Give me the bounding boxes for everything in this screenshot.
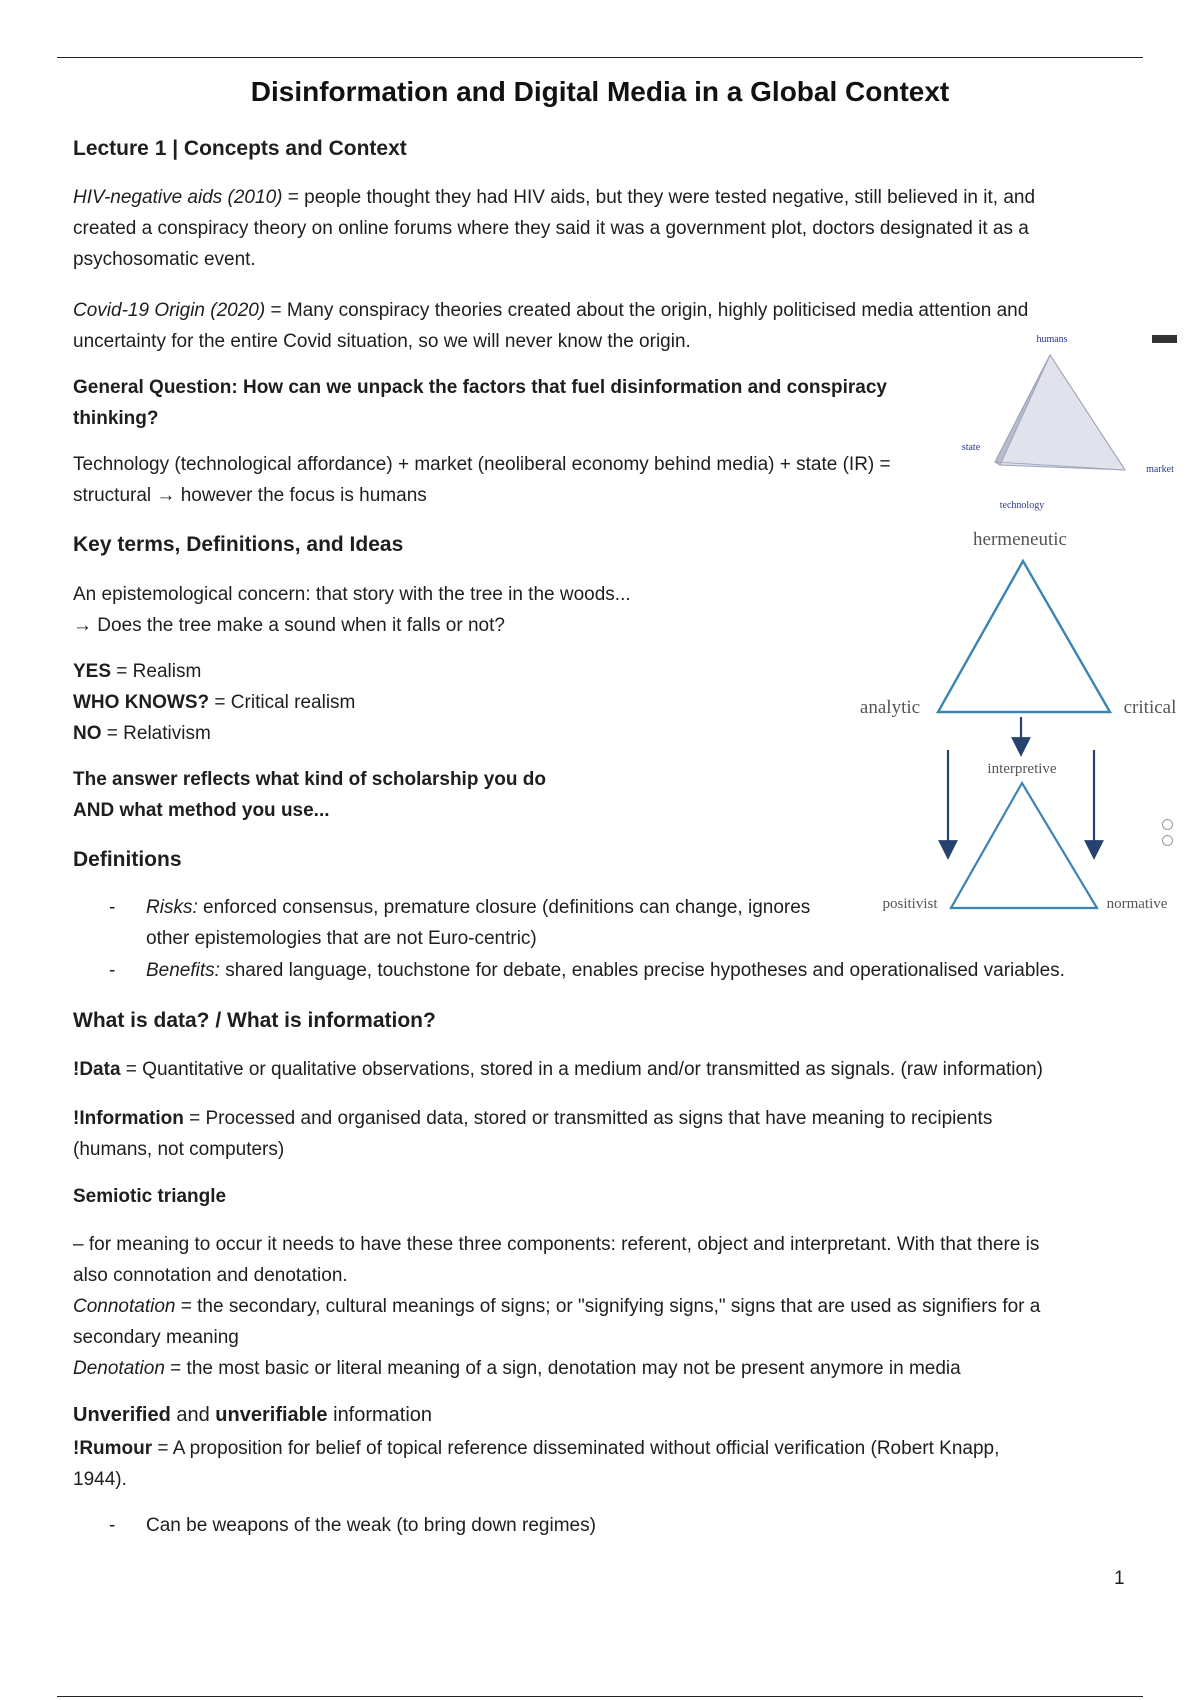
covid-term: Covid-19 Origin (2020) [73,300,266,321]
information-definition: !Information = Processed and organised data, stored or transmitted as signs that have meaning to recipients (humans, not computers) [73,1108,993,1160]
document-title: Disinformation and Digital Media in a Global Context [250,76,950,107]
edge-circle-icon [1162,835,1173,846]
triangle-label-positivist: positivist [882,896,938,912]
humans-pyramid [995,355,1125,470]
semiotic-paragraph: – for meaning to occur it needs to have these three components: referent, object and interpretant. With that there is also connotation and denotation. Connotation = the secondary, cultural meanings of signs; or "signifying signs," signs that are used as signifiers for a secondary meaning Denotation = the most basic or literal meaning of a sign, denotation may not be present anymore in media [73,1234,1041,1379]
covid-text: = Many conspiracy theories created about the origin, highly politicised media attention and [265,300,1029,321]
data-definition: !Data = Quantitative or qualitative observations, stored in a medium and/or transmitted as signals. (raw information) [73,1059,1043,1080]
answer-line1: The answer reflects what kind of scholarship you do [73,769,546,790]
covid-line2: uncertainty for the entire Covid situation, so we will never know the origin. [73,331,691,352]
key-terms-heading: Key terms, Definitions, and Ideas [73,533,404,556]
rumour-bullet: - Can be weapons of the weak (to bring down regimes) [109,1515,596,1536]
epistemology-line1: An epistemological concern: that story with the tree in the woods... [73,584,631,605]
general-question-line1: General Question: How can we unpack the factors that fuel disinformation and conspiracy [73,377,887,398]
unverified-heading: Unverified and unverifiable information [73,1404,433,1426]
lower-triangle [951,783,1097,908]
hiv-text: = people thought they had HIV aids, but they were tested negative, still believed in it, and [282,187,1036,208]
position-realism: YES = Realism [73,661,202,682]
semiotic-heading: Semiotic triangle [73,1186,227,1207]
hiv-term: HIV-negative aids (2010) [73,187,283,208]
answer-line2: AND what method you use... [73,800,330,821]
rumour-definition: !Rumour = A proposition for belief of topical reference disseminated without official verification (Robert Knapp, 1944). [73,1438,1000,1490]
triangle-label-critical: critical [1123,697,1177,718]
hiv-line3: psychosomatic event. [73,249,256,270]
page-number: 1 [1114,1568,1125,1589]
hiv-line2: created a conspiracy theory on online forums where they said it was a government plot, doctors designated it as a [73,218,1029,239]
edge-mark [1152,335,1177,343]
triangle-label-normative: normative [1106,896,1168,912]
upper-triangle [938,561,1110,712]
pyramid-label-technology: technology [999,500,1045,511]
definitions-heading: Definitions [73,848,182,871]
triangle-label-interpretive: interpretive [987,761,1057,777]
triangle-label-analytic: analytic [859,697,921,718]
data-heading: What is data? / What is information? [73,1009,436,1032]
pyramid-label-market: market [1146,464,1174,475]
pyramid-label-state: state [961,442,981,453]
technology-line2: structural → however the focus is humans [73,485,427,506]
position-relativism: NO = Relativism [73,723,211,744]
triangle-label-hermeneutic: hermeneutic [973,529,1067,550]
lecture-heading: Lecture 1 | Concepts and Context [73,137,407,160]
edge-circle-icon [1162,819,1173,830]
position-critical-realism: WHO KNOWS? = Critical realism [73,692,356,713]
technology-line1: Technology (technological affordance) + market (neoliberal economy behind media) + state (IR) = [73,454,891,475]
definitions-bullet-risks: - Risks: enforced consensus, premature closure (definitions can change, ignores other epistemologies that are not Euro-centric) [109,897,811,949]
definitions-bullet-benefits: - Benefits: shared language, touchstone for debate, enables precise hypotheses and operationalised variables. [109,960,1065,981]
pyramid-label-humans: humans [1036,334,1068,345]
general-question-line2: thinking? [73,408,159,429]
epistemology-line2: → Does the tree make a sound when it falls or not? [73,615,505,636]
